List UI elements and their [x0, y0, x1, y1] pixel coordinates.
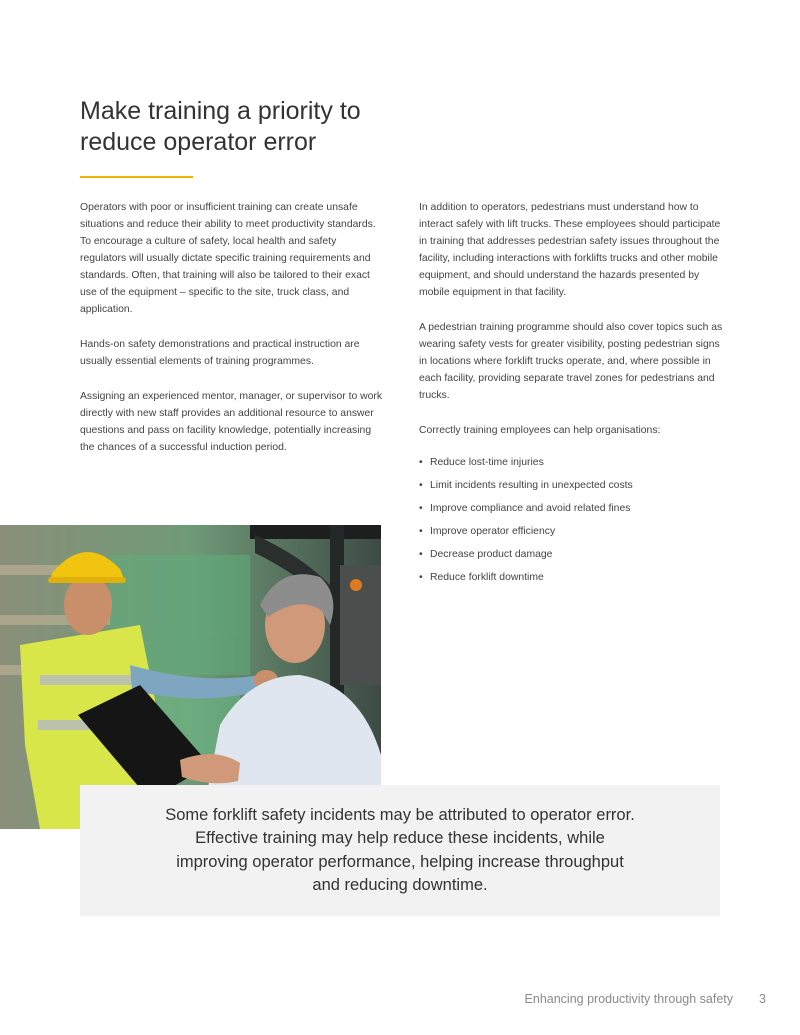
right-paragraph-2: A pedestrian training programme should also cover topics such as wearing safety vests for greater visibility, posting pedestrian signs in locations where forklift trucks operate, and, where possible in each facility, providing separate travel zones for pedestrians and trucks. — [419, 322, 723, 401]
title-accent-rule — [80, 176, 193, 178]
left-paragraph-3: Assigning an experienced mentor, manager, or supervisor to work directly with new staff provides an additional resource to answer questions and pass on facility knowledge, potentially increasing the chances of a successful induction period. — [80, 391, 383, 453]
right-text-column — [419, 199, 724, 592]
left-paragraph-2: Hands-on safety demonstrations and practical instruction are usually essential elements of training programmes. — [80, 339, 360, 367]
list-item: • Decrease product damage — [419, 546, 724, 569]
benefits-list — [419, 454, 724, 592]
list-item: • Reduce lost-time injuries — [419, 454, 724, 477]
list-item: • Reduce forklift downtime — [419, 569, 724, 592]
training-photo — [0, 525, 381, 829]
page-number: 3 — [759, 992, 766, 1006]
page-title: Make training a priority to reduce operator error — [80, 97, 361, 156]
right-paragraph-1: In addition to operators, pedestrians must understand how to interact safely with lift trucks. These employees should participate in training that addresses pedestrian safety issues throughout the facility, including interactions with forklifts trucks and other mobile equipment, and should understand the hazards presented by mobile equipment in that facility. — [419, 202, 721, 298]
footer-title: Enhancing productivity through safety — [524, 992, 733, 1006]
list-item: • Improve compliance and avoid related fines — [419, 500, 724, 523]
left-paragraph-1: Operators with poor or insufficient training can create unsafe situations and reduce their ability to meet productivity standards. To encourage a culture of safety, local health and safety regulators will usually dictate specific training requirements and standards. Often, that training will also be tailored to their exact use of the equipment – specific to the site, truck class, and application. — [80, 202, 376, 315]
left-text-column — [80, 199, 385, 474]
list-item: • Limit incidents resulting in unexpected costs — [419, 477, 724, 500]
callout-box — [80, 785, 720, 916]
callout-text: Some forklift safety incidents may be attributed to operator error. Effective training may help reduce these incidents, while improving operator performance, helping increase throughput and reducing downtime. — [165, 805, 635, 894]
right-paragraph-3: Correctly training employees can help organisations: — [419, 425, 661, 436]
list-item: • Improve operator efficiency — [419, 523, 724, 546]
